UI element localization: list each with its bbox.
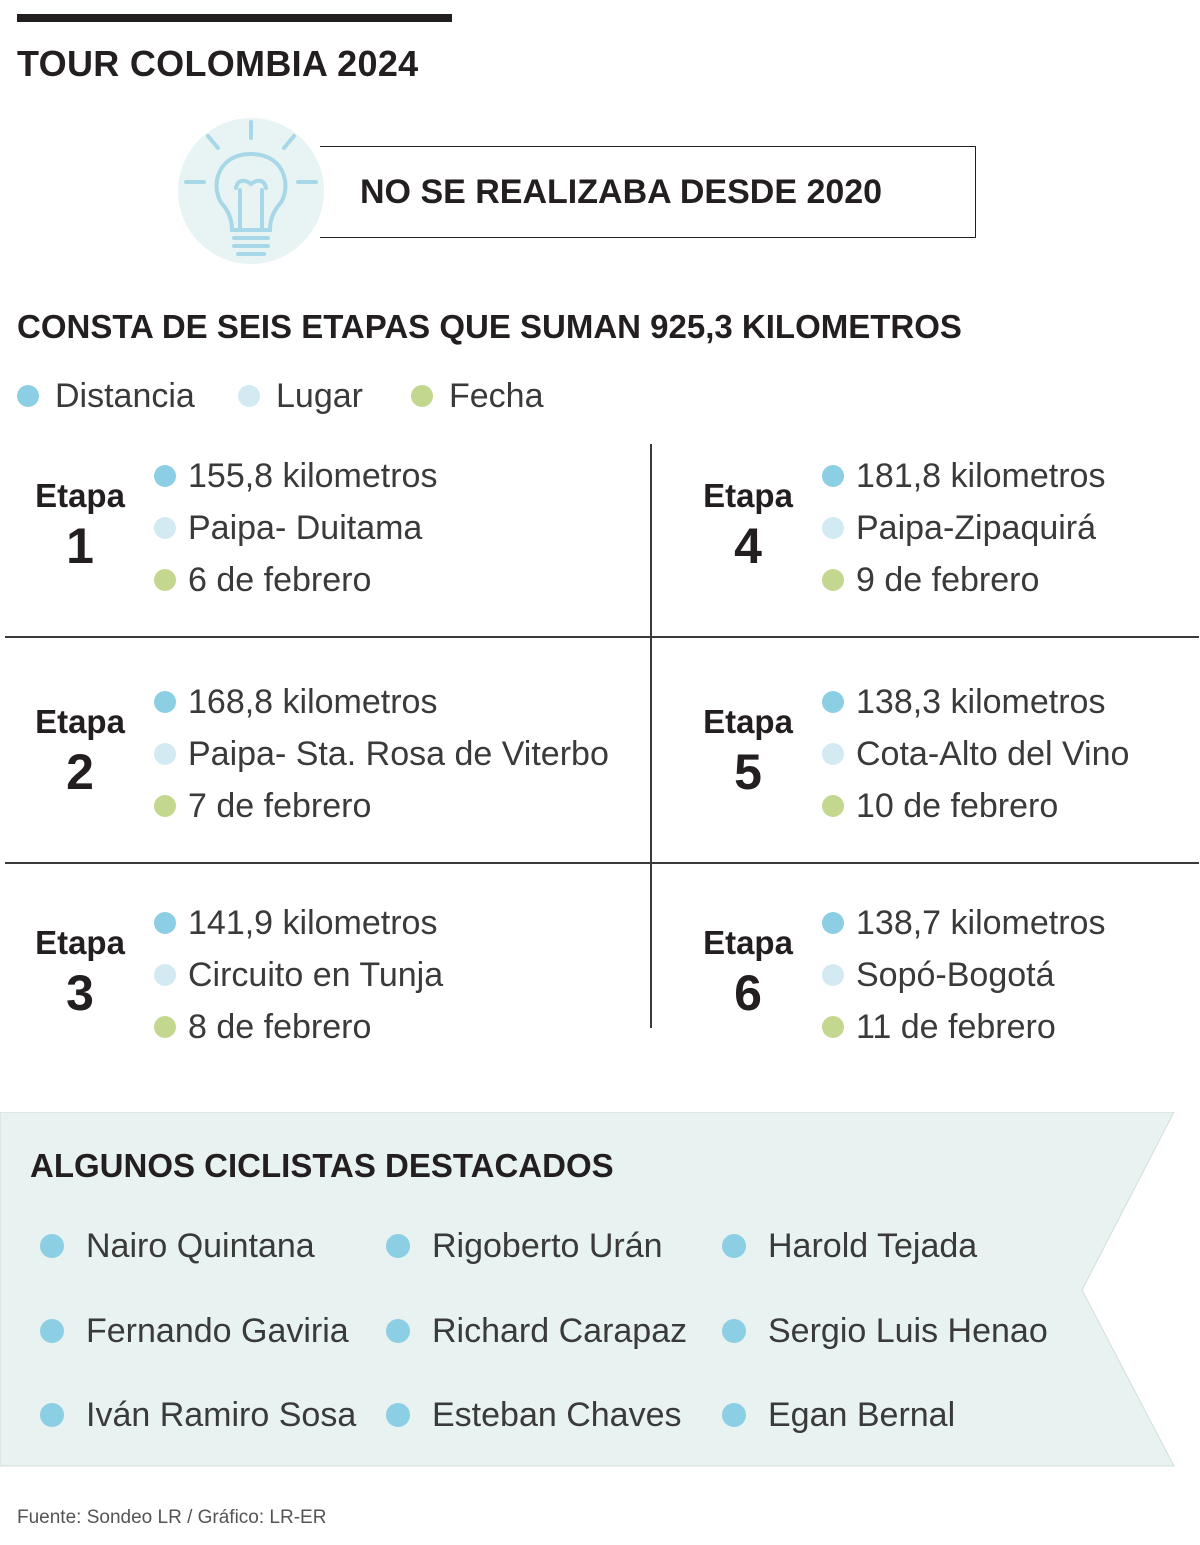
section-subtitle: CONSTA DE SEIS ETAPAS QUE SUMAN 925,3 KILOMETROS <box>17 308 962 345</box>
stage-distance-text: 138,3 kilometros <box>856 682 1106 721</box>
note-text: NO SE REALIZABA DESDE 2020 <box>360 173 883 211</box>
stage-place-text: Paipa- Duitama <box>188 508 423 547</box>
distance-dot-icon <box>154 912 176 934</box>
rider-name: Rigoberto Urán <box>432 1226 663 1265</box>
stage-distance <box>822 680 1105 724</box>
stage-place <box>154 506 422 550</box>
stage-place-text: Paipa- Sta. Rosa de Viterbo <box>188 734 609 773</box>
stage-date <box>154 784 371 828</box>
distance-dot-icon <box>17 385 39 407</box>
page-title: TOUR COLOMBIA 2024 <box>17 43 419 84</box>
bullet-dot-icon <box>722 1234 746 1258</box>
bullet-dot-icon <box>386 1403 410 1427</box>
stage-distance <box>154 680 437 724</box>
stage-distance-text: 181,8 kilometros <box>856 456 1106 495</box>
legend-label: Lugar <box>276 376 363 415</box>
lightbulb-icon <box>178 118 324 264</box>
date-dot-icon <box>822 569 844 591</box>
bullet-dot-icon <box>386 1319 410 1343</box>
rider-name: Nairo Quintana <box>86 1226 315 1265</box>
stage-date <box>822 784 1058 828</box>
stage-number: 5 <box>734 744 762 800</box>
distance-dot-icon <box>822 691 844 713</box>
rider-item <box>40 1390 356 1440</box>
legend-item-date <box>411 374 544 418</box>
stage-word: Etapa <box>35 477 125 514</box>
rider-item <box>40 1306 349 1356</box>
stage-number: 2 <box>66 744 94 800</box>
stage-distance <box>822 454 1105 498</box>
bullet-dot-icon <box>40 1234 64 1258</box>
place-dot-icon <box>238 385 260 407</box>
source-credit: Fuente: Sondeo LR / Gráfico: LR-ER <box>17 1507 327 1528</box>
rider-item <box>40 1221 315 1271</box>
date-dot-icon <box>154 569 176 591</box>
bullet-dot-icon <box>40 1403 64 1427</box>
top-rule <box>17 14 452 22</box>
stage-place-text: Sopó-Bogotá <box>856 955 1055 994</box>
stage-date <box>154 558 371 602</box>
riders-title: ALGUNOS CICLISTAS DESTACADOS <box>30 1147 614 1184</box>
stage-number: 3 <box>66 965 94 1021</box>
distance-dot-icon <box>154 691 176 713</box>
stage-card-3 <box>32 893 532 1093</box>
date-dot-icon <box>411 385 433 407</box>
stage-place <box>822 732 1129 776</box>
stage-date <box>822 558 1039 602</box>
stage-distance-text: 155,8 kilometros <box>188 456 438 495</box>
stage-distance-text: 168,8 kilometros <box>188 682 438 721</box>
place-dot-icon <box>822 517 844 539</box>
stage-place-text: Circuito en Tunja <box>188 955 444 994</box>
stage-word: Etapa <box>35 924 125 961</box>
place-dot-icon <box>154 517 176 539</box>
stage-word: Etapa <box>703 703 793 740</box>
stage-word: Etapa <box>703 477 793 514</box>
rider-item <box>386 1306 687 1356</box>
stage-card-4 <box>700 446 1200 646</box>
distance-dot-icon <box>822 912 844 934</box>
stage-date <box>154 1005 371 1049</box>
stage-distance <box>154 454 437 498</box>
stage-date-text: 9 de febrero <box>856 560 1040 599</box>
stage-distance <box>154 901 437 945</box>
rider-name: Sergio Luis Henao <box>768 1311 1048 1350</box>
stage-place <box>154 953 443 997</box>
stage-number: 1 <box>66 518 94 574</box>
place-dot-icon <box>154 964 176 986</box>
legend-item-distance <box>17 374 195 418</box>
stage-place <box>154 732 609 776</box>
rider-name: Esteban Chaves <box>432 1395 682 1434</box>
stage-place <box>822 953 1055 997</box>
stage-date-text: 6 de febrero <box>188 560 372 599</box>
stage-place <box>822 506 1096 550</box>
date-dot-icon <box>822 1016 844 1038</box>
distance-dot-icon <box>822 465 844 487</box>
rider-name: Harold Tejada <box>768 1226 978 1265</box>
stage-number: 6 <box>734 965 762 1021</box>
legend-item-place <box>238 374 363 418</box>
stage-card-2 <box>32 672 609 872</box>
stage-distance <box>822 901 1105 945</box>
stage-word: Etapa <box>35 703 125 740</box>
rider-item <box>722 1221 977 1271</box>
stage-place-text: Paipa-Zipaquirá <box>856 508 1097 547</box>
rider-name: Richard Carapaz <box>432 1311 688 1350</box>
rider-item <box>722 1306 1048 1356</box>
stage-date <box>822 1005 1056 1049</box>
rider-item <box>386 1390 682 1440</box>
stage-card-6 <box>700 893 1200 1093</box>
date-dot-icon <box>154 1016 176 1038</box>
grid-divider-vertical <box>650 444 652 1028</box>
rider-name: Egan Bernal <box>768 1395 956 1434</box>
stage-distance-text: 141,9 kilometros <box>188 903 438 942</box>
distance-dot-icon <box>154 465 176 487</box>
place-dot-icon <box>822 964 844 986</box>
rider-item <box>722 1390 955 1440</box>
rider-item <box>386 1221 663 1271</box>
bullet-dot-icon <box>722 1403 746 1427</box>
legend-label: Distancia <box>55 376 195 415</box>
stage-card-1 <box>32 446 532 646</box>
place-dot-icon <box>822 743 844 765</box>
rider-name: Iván Ramiro Sosa <box>86 1395 357 1434</box>
stage-word: Etapa <box>703 924 793 961</box>
stage-place-text: Cota-Alto del Vino <box>856 734 1130 773</box>
stage-card-5 <box>700 672 1200 872</box>
legend-label: Fecha <box>449 376 544 415</box>
rider-name: Fernando Gaviria <box>86 1311 349 1350</box>
stage-date-text: 11 de febrero <box>856 1007 1056 1046</box>
date-dot-icon <box>154 795 176 817</box>
place-dot-icon <box>154 743 176 765</box>
stage-number: 4 <box>734 518 762 574</box>
bullet-dot-icon <box>386 1234 410 1258</box>
stage-date-text: 8 de febrero <box>188 1007 372 1046</box>
stage-distance-text: 138,7 kilometros <box>856 903 1106 942</box>
bullet-dot-icon <box>40 1319 64 1343</box>
stage-date-text: 10 de febrero <box>856 786 1059 825</box>
stage-date-text: 7 de febrero <box>188 786 372 825</box>
bullet-dot-icon <box>722 1319 746 1343</box>
date-dot-icon <box>822 795 844 817</box>
